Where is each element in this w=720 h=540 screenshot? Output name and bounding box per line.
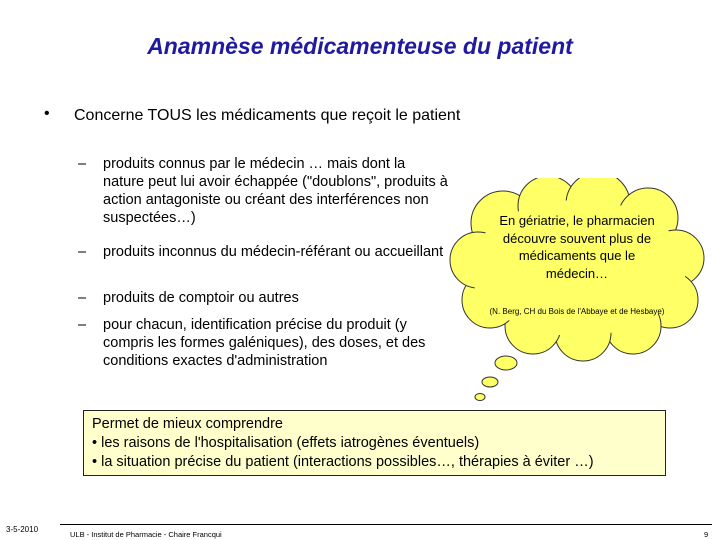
- summary-point: • les raisons de l'hospitalisation (effets iatrogènes éventuels): [92, 435, 480, 451]
- callout-text: En gériatrie, le pharmacien découvre souvent plus de médicaments que le médecin…: [499, 213, 655, 281]
- callout-reference: (N. Berg, CH du Bois de l'Abbaye et de Hesbaye): [489, 307, 665, 316]
- dash-marker: –: [78, 244, 87, 260]
- dash-marker: –: [78, 290, 87, 306]
- dash-marker: –: [78, 156, 87, 172]
- bullet-marker: •: [44, 105, 50, 122]
- bullet-text: Concerne TOUS les médicaments que reçoit le patient: [74, 107, 461, 124]
- slide-title: Anamnèse médicamenteuse du patient: [147, 33, 573, 59]
- sub-item-text: produits inconnus du médecin-référant ou accueillant: [103, 244, 444, 260]
- footer-divider: [60, 524, 712, 525]
- sub-item-text: produits connus par le médecin … mais dont la nature peut lui avoir échappée ("doublons", produits à action antagoniste ou créant des interférences non suspectées…): [103, 156, 448, 226]
- dash-marker: –: [78, 317, 87, 333]
- page-number: 9: [704, 530, 709, 539]
- footer-date: 3-5-2010: [6, 525, 39, 534]
- summary-box: [83, 410, 666, 476]
- sub-item-text: pour chacun, identification précise du produit (y compris les formes galéniques), des doses, et des conditions exactes d'administration: [103, 317, 426, 369]
- summary-point: • la situation précise du patient (interactions possibles…, thérapies à éviter …): [92, 454, 594, 470]
- footer-institution: ULB - Institut de Pharmacie - Chaire Francqui: [70, 530, 222, 539]
- sub-item-text: produits de comptoir ou autres: [103, 290, 299, 306]
- summary-intro: Permet de mieux comprendre: [92, 416, 283, 432]
